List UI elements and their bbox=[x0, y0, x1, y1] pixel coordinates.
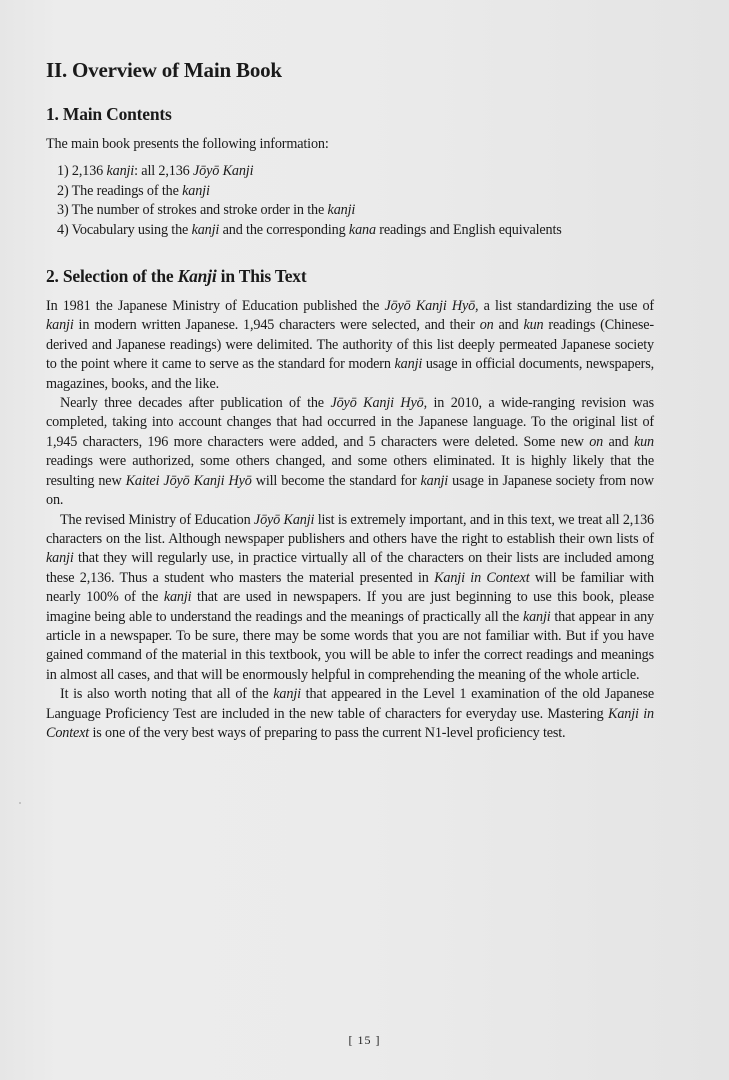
body-paragraph bbox=[46, 297, 654, 394]
chapter-title: II. Overview of Main Book bbox=[46, 58, 282, 82]
paragraph-text: , in 2010, a wide-ranging revision was completed, taking into account changes that had occurred in the Japanese language. To the original list of 1,945 characters, 196 more characters were added, and 5 characters were deleted. Some new bbox=[46, 395, 655, 450]
emphasis-text: kanji bbox=[273, 686, 301, 703]
list-item-text: and the corresponding bbox=[219, 221, 349, 238]
emphasis-text: kun bbox=[633, 433, 654, 450]
section-selection-of-kanji bbox=[46, 264, 654, 743]
paragraph-text: that are used in newspapers. If you are just beginning to use this book, please imagine being able to understand the readings and the meanings of practically all the bbox=[46, 589, 654, 625]
emphasis-text: on bbox=[479, 317, 494, 334]
list-item-emphasis: kanji bbox=[191, 221, 220, 238]
body-paragraph bbox=[46, 394, 654, 510]
emphasis-text: Jōyō Kanji Hyō bbox=[384, 298, 476, 315]
paragraph-text: will be familiar with nearly 100% of the bbox=[46, 569, 654, 606]
paragraph-text: in modern written Japanese. 1,945 characters were selected, and their bbox=[73, 317, 480, 334]
body-paragraph bbox=[46, 685, 654, 743]
section-intro: The main book presents the following information: bbox=[46, 136, 329, 152]
list-item-text: 1) 2,136 bbox=[57, 163, 107, 180]
emphasis-text: kanji bbox=[420, 472, 449, 489]
list-item-emphasis: kanji bbox=[327, 202, 356, 219]
list-item-text: : all 2,136 bbox=[134, 163, 193, 180]
page-number: [ 15 ] bbox=[348, 1033, 381, 1047]
list-item bbox=[57, 221, 654, 240]
section-title-main-contents: 1. Main Contents bbox=[46, 104, 172, 124]
paragraph-text: , a list standardizing the use of bbox=[475, 298, 654, 315]
paragraph-text: The revised Ministry of Education bbox=[60, 511, 254, 528]
list-item-emphasis: kanji bbox=[182, 182, 210, 199]
paragraph-text: that appear in any article in a newspaper. To be sure, there may be some words that you are not familiar with. But if you have gained command of the material in this textbook, you will be able to infer the correct readings and meanings in almost all cases, and that will be enormously helpful in comprehending the meaning of the whole article. bbox=[46, 608, 654, 683]
paragraph-text: will become the standard for bbox=[251, 472, 421, 489]
emphasis-text: Jōyō Kanji Hyō bbox=[330, 395, 424, 412]
list-item-text: 3) The number of strokes and stroke order in the bbox=[57, 202, 328, 219]
emphasis-text: Jōyō Kanji bbox=[253, 511, 315, 528]
scan-speck bbox=[19, 802, 21, 804]
list-item-emphasis: kanji bbox=[106, 163, 135, 180]
contents-list bbox=[46, 162, 654, 240]
body-paragraph bbox=[46, 511, 654, 686]
emphasis-text: kanji bbox=[163, 589, 192, 606]
emphasis-text: kun bbox=[523, 317, 544, 334]
section-title-text: in This Text bbox=[216, 266, 307, 287]
emphasis-text: kanji bbox=[522, 608, 551, 625]
paragraph-text: Nearly three decades after publication of the bbox=[60, 395, 331, 412]
paragraph-text: and bbox=[493, 317, 524, 334]
list-item-emphasis: Jōyō Kanji bbox=[193, 163, 254, 180]
emphasis-text: kanji bbox=[46, 317, 74, 334]
section-title-selection bbox=[46, 264, 654, 288]
list-item-text: 4) Vocabulary using the bbox=[57, 221, 192, 238]
emphasis-text: on bbox=[589, 433, 604, 450]
emphasis-text: Kanji in Context bbox=[46, 705, 654, 741]
paragraph-text: usage in official documents, newspapers, magazines, books, and the like. bbox=[46, 356, 654, 392]
section-title-emphasis: Kanji bbox=[177, 266, 217, 287]
emphasis-text: kanji bbox=[394, 356, 423, 373]
paragraph-text: usage in Japanese society from now on. bbox=[46, 472, 654, 509]
paragraph-text: that they will regularly use, in practice virtually all of the characters on their lists are included among these 2,136. Thus a student who masters the material presented in bbox=[46, 550, 654, 586]
section-main-contents bbox=[46, 102, 654, 240]
list-item-text: readings and English equivalents bbox=[375, 221, 562, 238]
paragraph-text: that appeared in the Level 1 examination of the old Japanese Language Proficiency Test are included in the new table of characters for everyday use. Mastering bbox=[46, 686, 654, 722]
emphasis-text: Kaitei Jōyō Kanji Hyō bbox=[125, 472, 252, 489]
paragraph-text: is one of the very best ways of preparing to pass the current N1-level proficiency test. bbox=[89, 724, 566, 741]
emphasis-text: Kanji in Context bbox=[434, 569, 530, 586]
paragraph-text: It is also worth noting that all of the bbox=[60, 686, 274, 703]
document-page bbox=[46, 56, 654, 743]
paragraph-text: and bbox=[603, 433, 634, 450]
paragraph-text: In 1981 the Japanese Ministry of Education published the bbox=[46, 298, 385, 315]
list-item bbox=[57, 162, 654, 181]
section-title-text: 2. Selection of the bbox=[46, 266, 178, 287]
list-item-text: 2) The readings of the bbox=[57, 182, 183, 199]
paragraph-text: readings were authorized, some others changed, and some others eliminated. It is highly likely that the resulting new bbox=[46, 453, 654, 489]
list-item-emphasis: kana bbox=[348, 221, 376, 238]
paragraph-text: list is extremely important, and in this text, we treat all 2,136 characters on the list. Although newspaper publishers and others have the right to establish their own lists of bbox=[46, 511, 654, 547]
paragraph-text: readings (Chinese-derived and Japanese readings) were delimited. The authority of this list deeply permeated Japanese society to the point where it came to serve as the standard for modern bbox=[46, 317, 654, 373]
emphasis-text: kanji bbox=[46, 550, 74, 567]
list-item bbox=[57, 182, 654, 201]
list-item bbox=[57, 201, 654, 220]
